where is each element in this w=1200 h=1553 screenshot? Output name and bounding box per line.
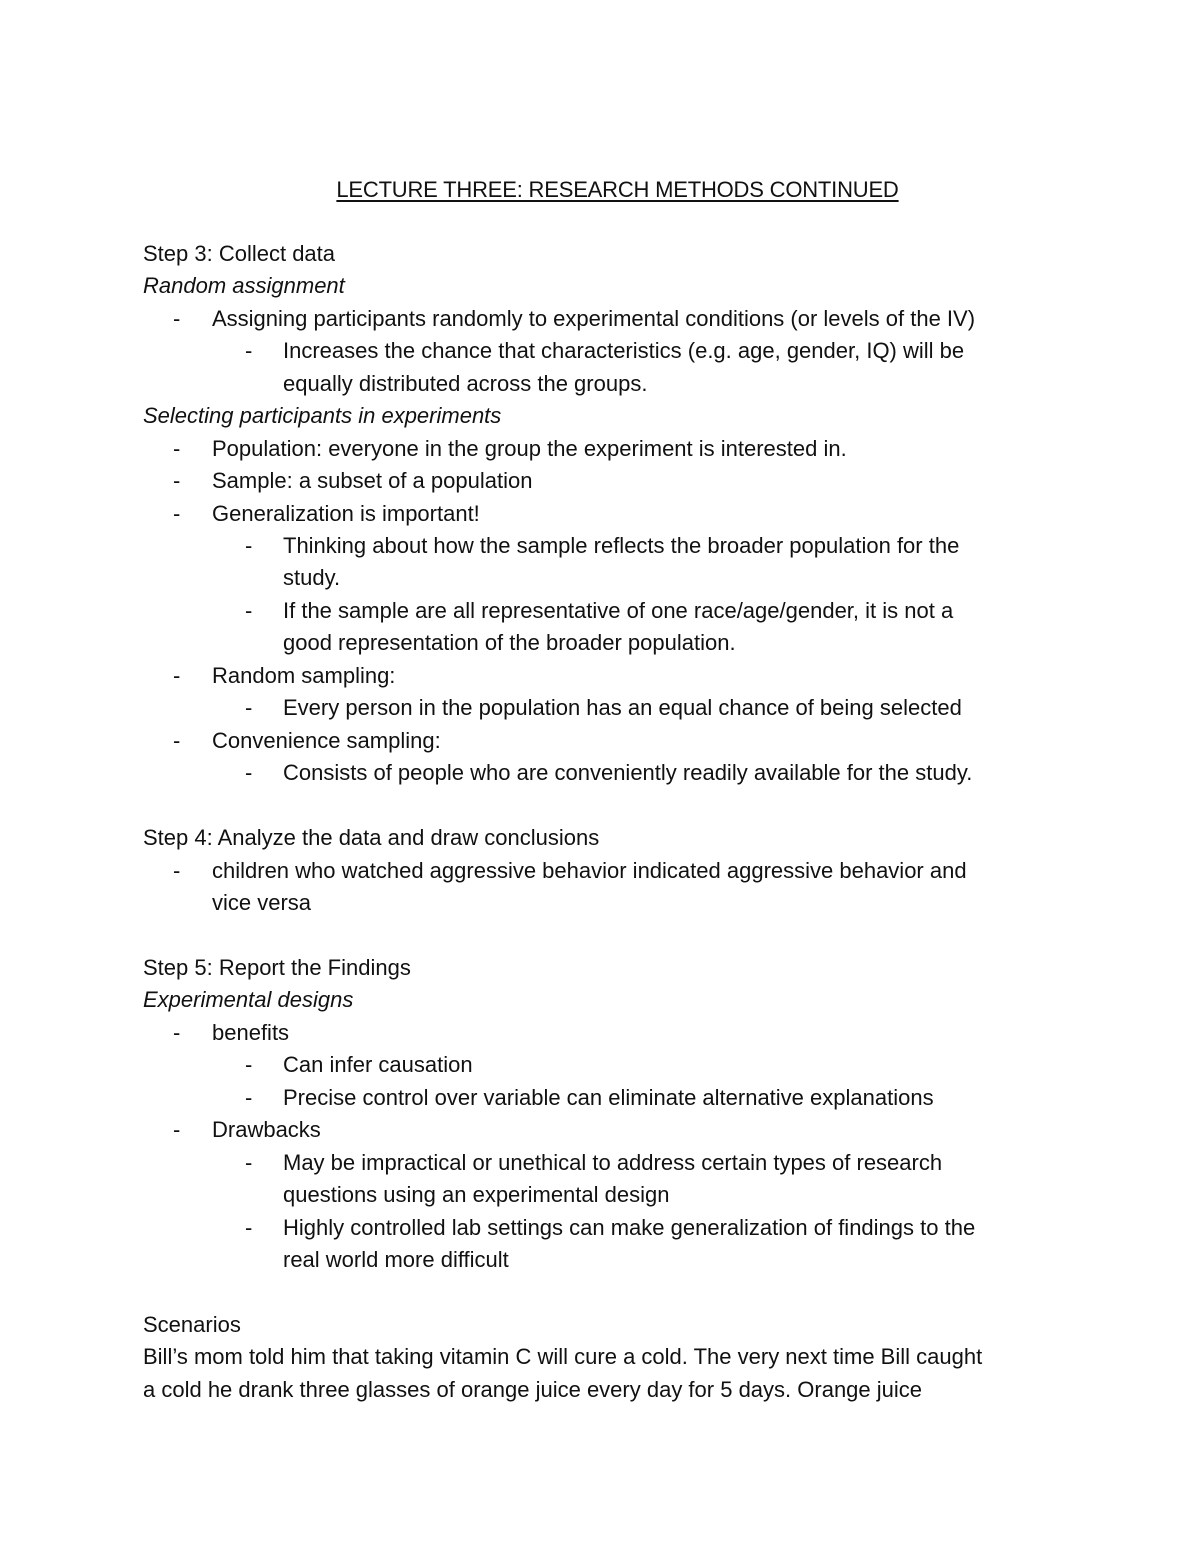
scenarios-heading: Scenarios [143,1312,241,1337]
list-item-text: Drawbacks [212,1117,321,1142]
step3-heading: Step 3: Collect data [143,241,336,266]
list-item-text: Consists of people who are conveniently readily available for the study. [283,760,973,785]
bullet-dash: - [173,663,181,688]
bullet-dash: - [245,338,253,363]
page-title: LECTURE THREE: RESEARCH METHODS CONTINUED [336,177,899,202]
bullet-dash: - [173,1020,181,1045]
bullet-dash: - [173,306,181,331]
step5-heading: Step 5: Report the Findings [143,955,411,980]
bullet-dash: - [245,1085,253,1110]
list-item-text: May be impractical or unethical to address certain types of research [283,1150,943,1175]
list-item-text: Sample: a subset of a population [212,468,533,493]
bullet-dash: - [245,1215,253,1240]
list-item-text: Every person in the population has an equal chance of being selected [283,695,962,720]
bullet-dash: - [173,468,181,493]
list-item-text: If the sample are all representative of one race/age/gender, it is not a [283,598,954,623]
list-item-text: vice versa [212,890,312,915]
bullet-dash: - [245,533,253,558]
list-item-text: good representation of the broader population. [283,630,736,655]
list-item-text: Random sampling: [212,663,396,688]
bullet-dash: - [173,728,181,753]
scenario-paragraph-line: a cold he drank three glasses of orange juice every day for 5 days. Orange juice [143,1377,923,1402]
bullet-dash: - [245,1052,253,1077]
list-item-text: Generalization is important! [212,501,480,526]
bullet-dash: - [173,858,181,883]
list-item-text: Assigning participants randomly to experimental conditions (or levels of the IV) [212,306,976,331]
bullet-dash: - [173,436,181,461]
list-item-text: Thinking about how the sample reflects the broader population for the [283,533,960,558]
step4-heading: Step 4: Analyze the data and draw conclusions [143,825,600,850]
experimental-designs-subheading: Experimental designs [143,987,354,1012]
list-item-text: children who watched aggressive behavior indicated aggressive behavior and [212,858,967,883]
list-item-text: Increases the chance that characteristics (e.g. age, gender, IQ) will be [283,338,965,363]
list-item-text: Population: everyone in the group the experiment is interested in. [212,436,847,461]
list-item-text: benefits [212,1020,290,1045]
list-item-text: Can infer causation [283,1052,473,1077]
scenario-paragraph-line: Bill’s mom told him that taking vitamin C will cure a cold. The very next time Bill caught [143,1344,983,1369]
list-item-text: equally distributed across the groups. [283,371,648,396]
random-assignment-subheading: Random assignment [143,273,345,298]
bullet-dash: - [245,1150,253,1175]
bullet-dash: - [173,1117,181,1142]
list-item-text: Convenience sampling: [212,728,441,753]
list-item-text: questions using an experimental design [283,1182,670,1207]
bullet-dash: - [245,598,253,623]
bullet-dash: - [173,501,181,526]
bullet-dash: - [245,695,253,720]
selecting-participants-subheading: Selecting participants in experiments [143,403,502,428]
list-item-text: real world more difficult [283,1247,509,1272]
bullet-dash: - [245,760,253,785]
list-item-text: Highly controlled lab settings can make generalization of findings to the [283,1215,976,1240]
list-item-text: Precise control over variable can eliminate alternative explanations [283,1085,934,1110]
list-item-text: study. [283,565,341,590]
